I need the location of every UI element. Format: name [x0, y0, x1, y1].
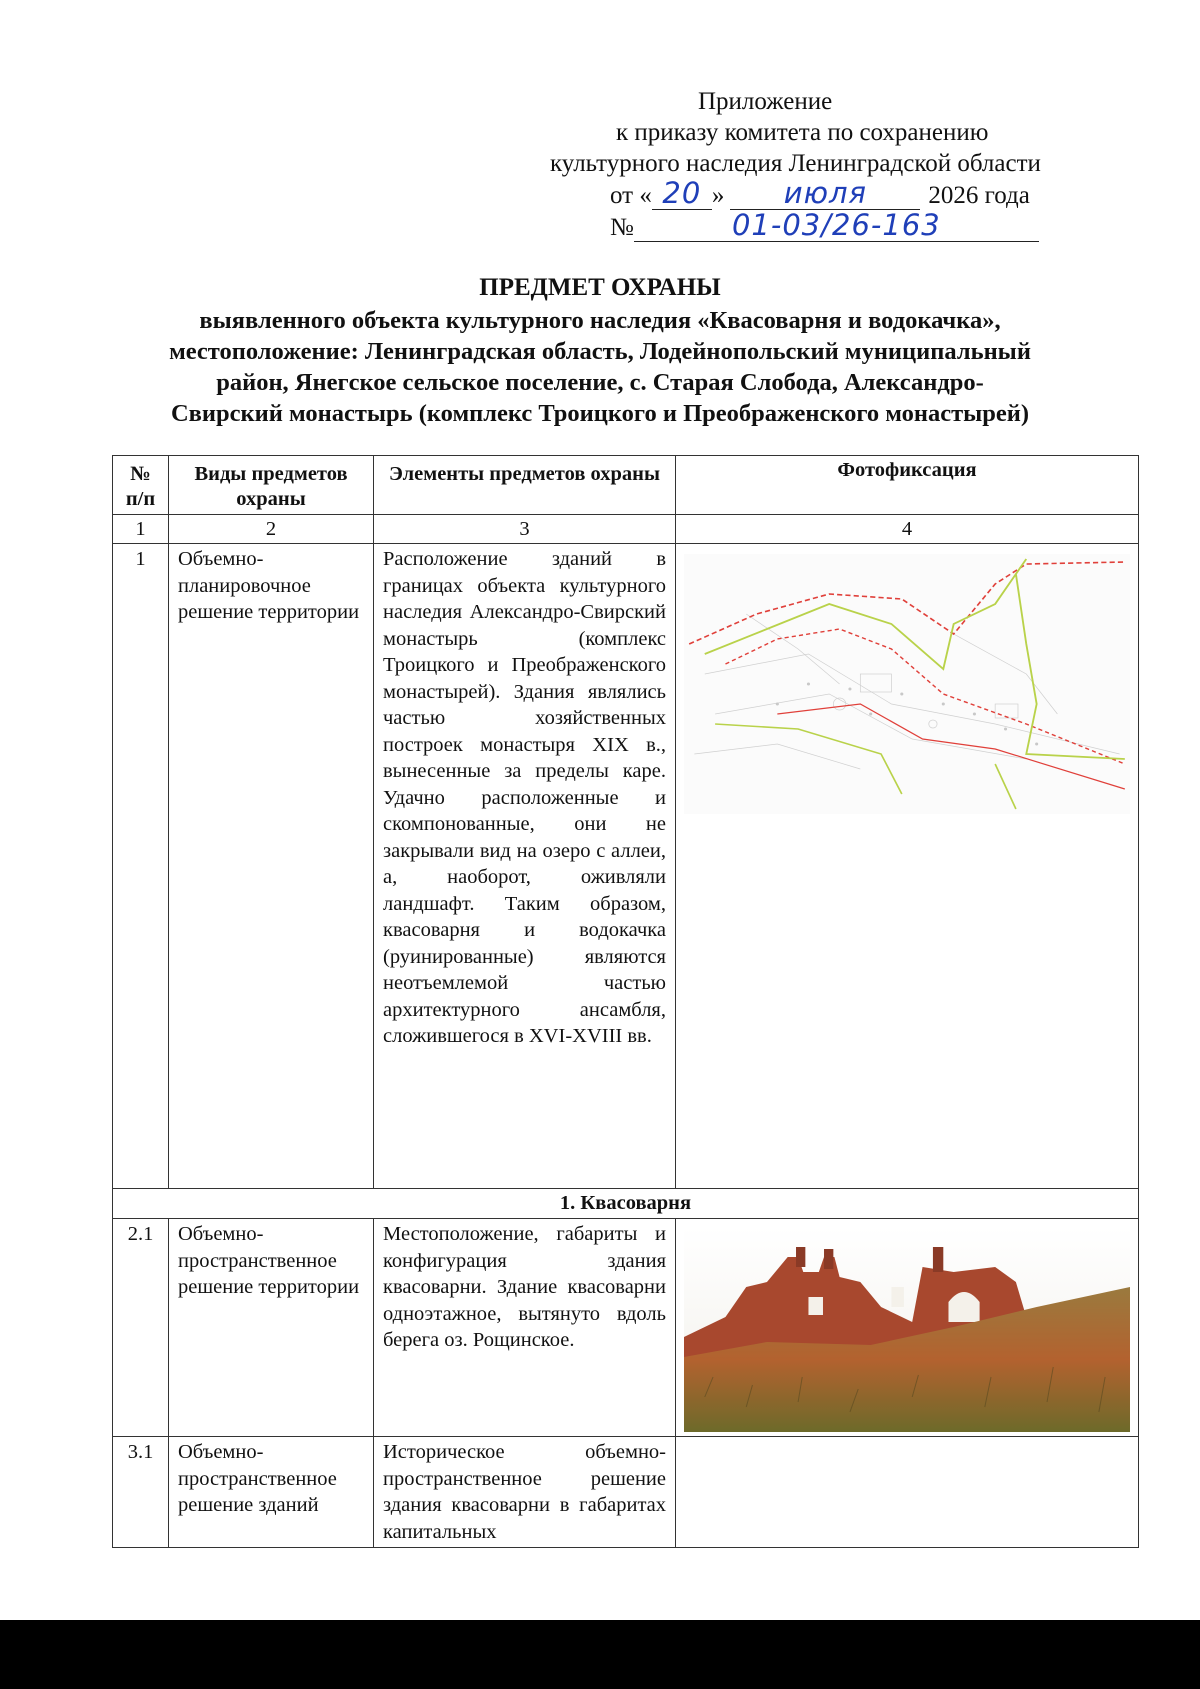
header-elements: Элементы предметов охраны [374, 456, 676, 515]
date-mid: » [711, 182, 725, 209]
date-day: 20 [652, 178, 712, 210]
annex-title: Приложение [698, 88, 833, 115]
row2-number: 2.1 [113, 1219, 169, 1437]
row1-number: 1 [113, 544, 169, 1189]
subtitle-line-1: выявленного объекта культурного наследия «Квасоварня и водокачка», [199, 307, 1001, 334]
subtitle-line-4: Свирский монастырь (комплекс Троицкого и Преображенского монастырей) [170, 400, 1030, 427]
header-number: № п/п [113, 456, 169, 515]
table-row [113, 1219, 1139, 1437]
colnum-4: 4 [676, 515, 1139, 544]
number-value: 01-03/26-163 [634, 210, 1039, 242]
document-title: ПРЕДМЕТ ОХРАНЫ [479, 274, 721, 301]
row3-elements: Историческое объемно-пространственное решение здания квасоварни в габаритах капитальных [374, 1437, 676, 1548]
row2-photo-cell [676, 1219, 1139, 1437]
row2-kind: Объемно-пространственное решение территории [169, 1219, 374, 1437]
ruins-photo-image [684, 1227, 1130, 1432]
scan-bottom-edge [0, 1620, 1200, 1689]
number-prefix: № [610, 214, 634, 241]
date-month: июля [730, 178, 920, 210]
row1-kind: Объемно-планировочное решение территории [169, 544, 374, 1189]
row1-elements: Расположение зданий в границах объекта культурного наследия Александро-Свирский монастырь (комплекс Троицкого и Преображенского монастырей). Здания являлись частью хозяйственных построек монастыря XIX в., вынесенные за пределы каре. Удачно расположенные и скомпонованные, они не закрывали вид на озеро с аллеи, а, наоборот, оживляли ландшафт. Таким образом, квасоварня и водокачка (руинированные) являются неотъемлемой частью архитектурного ансамбля, сложившегося в XVI-XVIII вв. [374, 544, 676, 1189]
annex-number-line [610, 210, 1039, 243]
row3-photo-cell [676, 1437, 1139, 1548]
column-number-row [113, 515, 1139, 544]
section-row [113, 1189, 1139, 1219]
header-photo: Фотофиксация [676, 456, 1139, 515]
subtitle-line-2: местоположение: Ленинградская область, Лодейнопольский муниципальный [169, 338, 1031, 365]
section-title: 1. Квасоварня [113, 1189, 1139, 1219]
date-year: 2026 года [928, 182, 1030, 209]
subtitle-line-3: район, Янегское сельское поселение, с. Старая Слобода, Александро- [216, 369, 984, 396]
protection-table [112, 455, 1139, 1548]
row2-elements: Местоположение, габариты и конфигурация здания квасоварни. Здание квасоварни одноэтажное, вытянуто вдоль берега оз. Рощинское. [374, 1219, 676, 1437]
colnum-1: 1 [113, 515, 169, 544]
colnum-3: 3 [374, 515, 676, 544]
site-plan-image [684, 554, 1130, 814]
annex-line-2: к приказу комитета по сохранению [616, 119, 989, 146]
document-subtitle [60, 305, 1140, 429]
annex-line-3: культурного наследия Ленинградской области [550, 150, 1041, 177]
date-prefix: от « [610, 182, 652, 209]
annex-date-line [610, 178, 1030, 211]
table-row [113, 1437, 1139, 1548]
table-header-row [113, 456, 1139, 515]
row3-number: 3.1 [113, 1437, 169, 1548]
row3-kind: Объемно-пространственное решение зданий [169, 1437, 374, 1548]
row1-photo-cell [676, 544, 1139, 1189]
header-kind: Виды предметов охраны [169, 456, 374, 515]
table-row [113, 544, 1139, 1189]
colnum-2: 2 [169, 515, 374, 544]
